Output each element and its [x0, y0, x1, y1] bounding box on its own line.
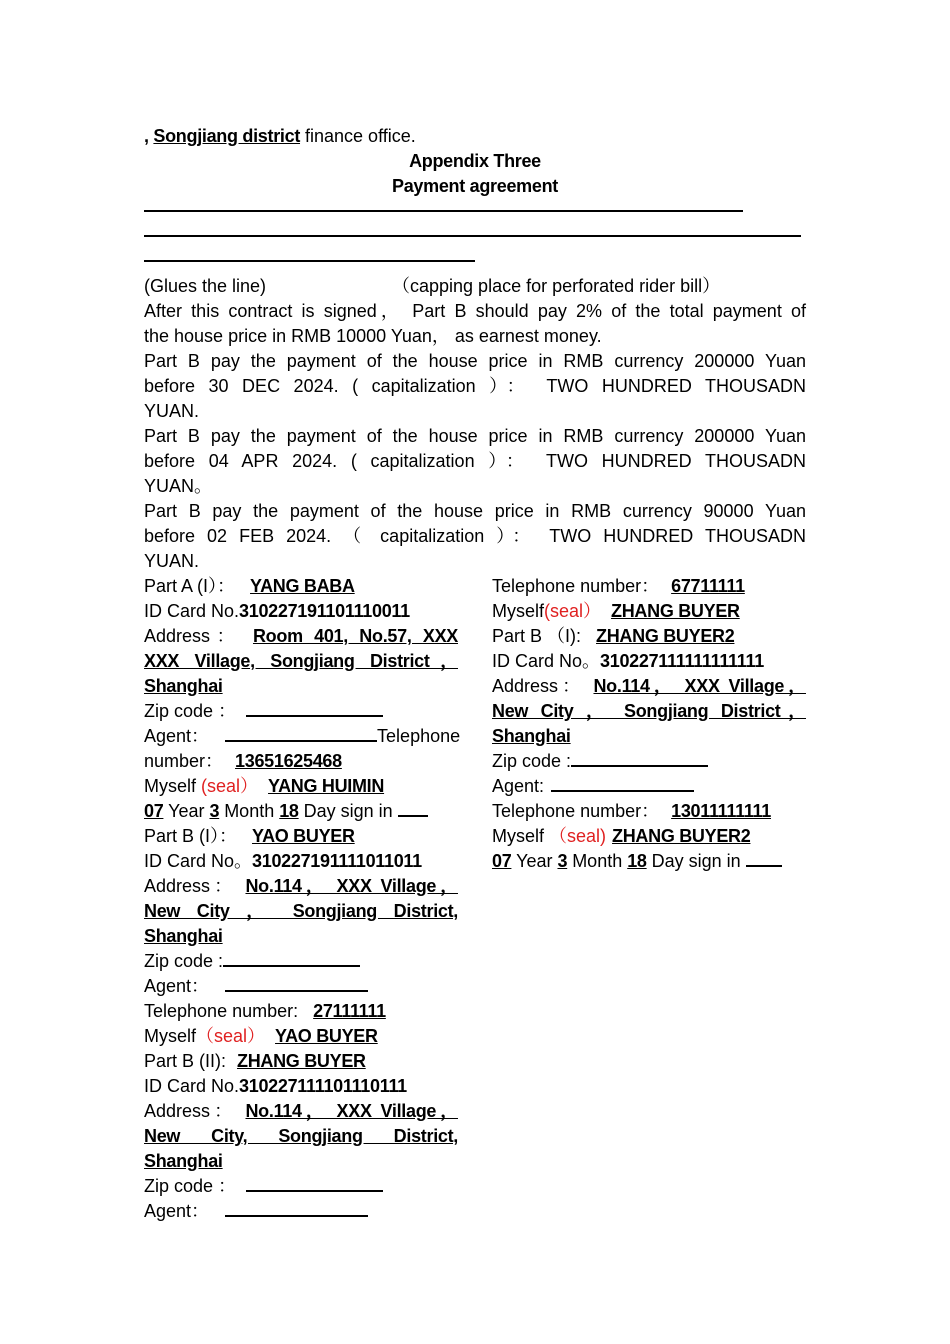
sign-year: 07: [492, 851, 512, 871]
right-zip-row: [492, 749, 806, 774]
id-label: ID Card No。: [144, 851, 253, 871]
party-a-address-row: [144, 624, 458, 649]
right-myself2-row: [492, 824, 806, 849]
id-label: ID Card No。: [492, 651, 601, 671]
id-label: ID Card No.: [144, 601, 240, 621]
party-a-id-row: [144, 599, 458, 624]
year-label: Year: [511, 851, 558, 871]
sign-blank: [398, 799, 428, 817]
party-b2-row: [144, 1049, 458, 1074]
paragraph-line: After this contract is signed， Part B should pay 2% of the total payment of: [144, 301, 806, 321]
paragraph-line: before 30 DEC 2024. ( capitalization ）： TWO HUNDRED THOUSADN: [144, 376, 806, 396]
party-b2-address-row: [144, 1099, 458, 1124]
paragraph-line: Part B pay the payment of the house price in RMB currency 200000 Yuan: [144, 351, 806, 371]
party-b1-address-row: [144, 874, 458, 899]
glue-line-label: (Glues the line): [144, 276, 267, 296]
agent-telephone-label-2: number：: [144, 751, 224, 771]
address-line: New City ， Songjiang District,: [144, 901, 458, 921]
id-label: ID Card No.: [144, 1076, 240, 1096]
year-label: Year: [163, 801, 210, 821]
capping-place-label: （capping place for perforated rider bill）: [392, 276, 721, 296]
myself-label: Myself: [492, 601, 545, 621]
party-b2-agent-row: [144, 1199, 458, 1224]
month-label: Month: [219, 801, 280, 821]
zip-label: Zip code ：: [144, 701, 237, 721]
zip-blank: [571, 749, 708, 767]
address-line: No.114， XXX Village，: [593, 676, 806, 696]
party-b1-label: Part B (I）：: [144, 826, 243, 846]
right-agent-row: [492, 774, 806, 799]
party-b1-zip-row: [144, 949, 458, 974]
address-line: Shanghai: [144, 676, 223, 696]
id-value: 310227111101110111: [239, 1076, 407, 1096]
sign-day: 18: [279, 801, 299, 821]
right-tel2-row: [492, 799, 806, 824]
separator-line-1: [144, 210, 743, 212]
right-myself-row: [492, 599, 806, 624]
paragraph-line: YUAN。: [144, 476, 213, 496]
telephone-value: 27111111: [313, 1001, 386, 1021]
myself-label: Myself: [144, 776, 202, 796]
header-suffix: finance office.: [300, 126, 416, 146]
address-label: Address：: [144, 1101, 237, 1121]
address-line: New City, Songjiang District,: [144, 1126, 458, 1146]
agent-telephone-label: Telephone: [377, 726, 461, 746]
address-line: New City ， Songjiang District，: [492, 701, 806, 721]
address-line: No.114， XXX Village，: [245, 1101, 458, 1121]
paragraph-line: before 04 APR 2024. ( capitalization ）： TWO HUNDRED THOUSADN: [144, 451, 806, 471]
party-b1-myself-row: [144, 1024, 458, 1049]
telephone-label: Telephone number：: [492, 801, 660, 821]
myself-name: ZHANG BUYER2: [612, 826, 751, 846]
address-label: Address：: [492, 676, 585, 696]
telephone-value: 13011111111: [671, 801, 771, 821]
party-a-name: YANG BABA: [250, 576, 355, 596]
party-b1-tel-row: [144, 999, 458, 1024]
myself-name: YANG HUIMIN: [268, 776, 385, 796]
agent-telephone-value: 13651625468: [235, 751, 342, 771]
agent-blank: [225, 1199, 368, 1217]
party-a-row: [144, 574, 458, 599]
agent-label: Agent：: [144, 1201, 210, 1221]
header-district: Songjiang district: [153, 126, 301, 146]
party-b2-name: ZHANG BUYER: [237, 1051, 366, 1071]
header-line: [144, 124, 416, 149]
party-a-address-end: [144, 674, 458, 699]
right-address-end: [492, 724, 806, 749]
party-a-agent-row: [144, 724, 461, 749]
id-value: 310227191111011011: [252, 851, 422, 871]
paragraph-line: the house price in RMB 10000 Yuan， as earnest money.: [144, 326, 602, 346]
day-sign-label: Day sign in: [298, 801, 398, 821]
party-b2-zip-row: [144, 1174, 458, 1199]
party-a-agent-tel-row: [144, 749, 458, 774]
right-tel-row: [492, 574, 806, 599]
id-value: 310227191101110011: [239, 601, 410, 621]
telephone-value: 67711111: [671, 576, 745, 596]
seal-label: （seal）: [196, 1026, 266, 1046]
myself-name: YAO BUYER: [275, 1026, 378, 1046]
id-value: 310227111111111111: [600, 651, 764, 671]
paragraph-line: before 02 FEB 2024. （ capitalization ）： TWO HUNDRED THOUSADN: [144, 526, 806, 546]
header-prefix: ,: [144, 126, 154, 146]
agent-label: Agent：: [144, 726, 210, 746]
address-line: XXX Village, Songjiang District，: [144, 651, 458, 671]
paragraph-line: YUAN.: [144, 551, 200, 571]
myself-label: Myself: [144, 1026, 197, 1046]
address-label: Address：: [144, 876, 237, 896]
address-label: Address：: [144, 626, 253, 646]
sign-day: 18: [627, 851, 647, 871]
address-line: No.114， XXX Village，: [245, 876, 458, 896]
party-b2-label: Part B (II):: [144, 1051, 232, 1071]
zip-label: Zip code :: [144, 951, 224, 971]
zip-label: Zip code :: [492, 751, 572, 771]
address-line: Shanghai: [492, 726, 571, 746]
party-b-name: ZHANG BUYER2: [596, 626, 735, 646]
party-b-label: Part B （I):: [492, 626, 587, 646]
paragraph-line: Part B pay the payment of the house price in RMB currency 90000 Yuan: [144, 501, 806, 521]
party-b1-id-row: [144, 849, 458, 874]
party-a-zip-row: [144, 699, 458, 724]
agent-label: Agent：: [144, 976, 210, 996]
party-b1-row: [144, 824, 458, 849]
zip-blank: [223, 949, 360, 967]
sign-year: 07: [144, 801, 164, 821]
seal-label: (seal）: [201, 776, 259, 796]
zip-blank: [246, 699, 383, 717]
agent-blank: [225, 724, 377, 742]
address-line: Room 401, No.57, XXX: [252, 626, 458, 646]
seal-label: (seal）: [544, 601, 602, 621]
zip-label: Zip code ：: [144, 1176, 237, 1196]
day-sign-label: Day sign in: [646, 851, 746, 871]
zip-blank: [246, 1174, 383, 1192]
right-address-row: [492, 674, 806, 699]
party-b1-name: YAO BUYER: [252, 826, 355, 846]
sign-month: 3: [209, 801, 220, 821]
party-b2-address-end: [144, 1149, 458, 1174]
myself-label: Myself: [492, 826, 550, 846]
separator-line-2: [144, 235, 801, 237]
agent-blank: [225, 974, 368, 992]
right-id-row: [492, 649, 806, 674]
party-a-myself-row: [144, 774, 458, 799]
party-b1-agent-row: [144, 974, 458, 999]
party-b2-id-row: [144, 1074, 458, 1099]
address-line: Shanghai: [144, 926, 223, 946]
agent-label: Agent:: [492, 776, 550, 796]
address-line: Shanghai: [144, 1151, 223, 1171]
right-sign-date-row: [492, 849, 806, 874]
agent-blank: [551, 774, 694, 792]
month-label: Month: [567, 851, 628, 871]
telephone-label: Telephone number:: [144, 1001, 304, 1021]
separator-line-3: [144, 260, 475, 262]
paragraph-line: Part B pay the payment of the house price in RMB currency 200000 Yuan: [144, 426, 806, 446]
sign-blank: [746, 849, 782, 867]
right-partb-row: [492, 624, 806, 649]
agreement-title: Payment agreement: [392, 176, 558, 196]
party-a-sign-date-row: [144, 799, 458, 824]
myself-name: ZHANG BUYER: [611, 601, 740, 621]
paragraph-line: YUAN.: [144, 401, 200, 421]
party-a-label: Part A (I）：: [144, 576, 241, 596]
seal-label: （seal): [549, 826, 607, 846]
party-b1-address-end: [144, 924, 458, 949]
appendix-title: Appendix Three: [409, 151, 541, 171]
telephone-label: Telephone number：: [492, 576, 660, 596]
sign-month: 3: [557, 851, 568, 871]
